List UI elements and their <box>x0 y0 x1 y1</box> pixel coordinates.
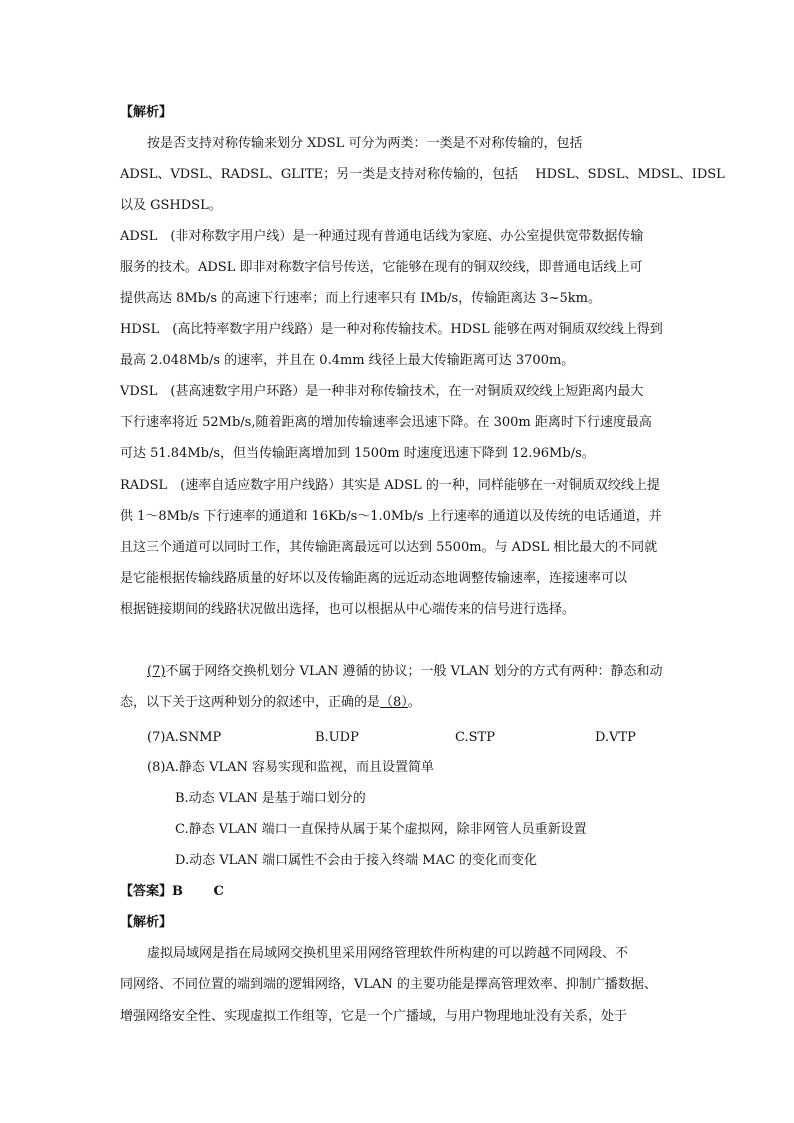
q7-option-a: (7)A.SNMP <box>147 730 222 745</box>
q7-options <box>0 729 794 747</box>
analysis2-line: 同网络、不同位置的端到端的逻辑网络，VLAN 的主要功能是擇高管理效率、抑制广播数据、 <box>120 977 657 992</box>
question-line-2 <box>120 694 421 712</box>
q7-option-c: C.STP <box>455 730 495 745</box>
analysis-line: ADSL (非对称数字用户线）是一种通过现有普通电话线为家庭、办公室提供宽带数据传输 <box>120 229 644 244</box>
analysis-line: 下行速率将近 52Mb/s,随着距离的增加传输速率会迅速下降。在 300m 距离时下行速度最高 <box>120 415 652 430</box>
q7-option-b: B.UDP <box>315 730 359 745</box>
answer-heading: 【答案】 <box>120 884 173 899</box>
analysis-line: 按是否支持对称传输来划分 XDSL 可分为两类：一类是不对称传输的，包括 <box>147 136 583 151</box>
analysis-heading-2: 【解析】 <box>120 915 173 930</box>
analysis-line: HDSL (高比特率数字用户线路）是一种对称传输技术。HDSL 能够在两对铜质双绞线上得到 <box>120 322 663 337</box>
question-text-2-end: 。 <box>407 695 421 710</box>
q8-option-d: D.动态 VLAN 端口属性不会由于接入终端 MAC 的变化而变化 <box>175 853 538 868</box>
blank-7: (7) <box>147 664 166 679</box>
analysis-line: ADSL、VDSL、RADSL、GLITE；另一类是支持对称传输的，包括 HDSL、SDSL、MDSL、IDSL <box>120 167 725 182</box>
blank-8: （8） <box>380 695 408 710</box>
answer-line <box>120 883 224 901</box>
q7-option-d: D.VTP <box>595 730 636 745</box>
q8-option-a: (8)A.静态 VLAN 容易实现和监视，而且设置简单 <box>147 760 434 775</box>
q8-option-c: C.静态 VLAN 端口一直保持从属于某个虚拟网，除非网管人员重新设置 <box>175 822 587 837</box>
analysis-line: 服务的技术。ADSL 即非对称数字信号传送，它能够在现有的铜双绞线，即普通电话线上可 <box>120 260 643 275</box>
analysis2-line: 增强网络安全性、实现虚拟工作组等，它是一个广播域，与用户物理地址没有关系，处于 <box>120 1009 628 1024</box>
analysis-line: VDSL (甚高速数字用户环路）是一种非对称传输技术，在一对铜质双绞线上短距离内最大 <box>120 384 644 399</box>
analysis-line: 根据链接期间的线路状况做出选择，也可以根据从中心端传来的信号进行选择。 <box>120 602 576 617</box>
analysis-heading-1: 【解析】 <box>120 105 173 120</box>
analysis2-line: 虚拟局域网是指在局域网交换机里采用网络管理软件所构建的可以跨越不同网段、不 <box>147 946 629 961</box>
analysis-line: RADSL (速率自适应数字用户线路）其实是 ADSL 的一种，同样能够在一对铜质双绞线上提 <box>120 478 660 493</box>
analysis-line: 且这三个通道可以同时工作，其传输距离最远可以达到 5500m。与 ADSL 相比最大的不同就 <box>120 540 658 555</box>
answer-values: B C <box>172 884 224 899</box>
question-line-1 <box>147 663 663 681</box>
analysis-line: 以及 GSHDSL。 <box>120 198 222 213</box>
question-text-2: 态，以下关于这两种划分的叙述中，正确的是 <box>120 695 381 710</box>
q8-option-b: B.动态 VLAN 是基于端口划分的 <box>175 791 366 806</box>
analysis-line: 是它能根据传输线路质量的好坏以及传输距离的远近动态地调整传输速率，连接速率可以 <box>120 571 628 586</box>
analysis-line: 提供高达 8Mb/s 的高速下行速率；而上行速率只有 IMb/s，传输距离达 3~5km。 <box>120 291 601 306</box>
question-text-1: 不属于网络交换机划分 VLAN 遵循的协议；一般 VLAN 划分的方式有两种：静态和动 <box>165 664 663 679</box>
analysis-line: 供 1～8Mb/s 下行速率的通道和 16Kb/s～1.0Mb/s 上行速率的通道以及传统的电话通道，并 <box>120 509 662 524</box>
analysis-line: 可达 51.84Mb/s，但当传输距离增加到 1500m 时速度迅速下降到 12.96Mb/s。 <box>120 446 595 461</box>
analysis-line: 最高 2.048Mb/s 的速率，并且在 0.4mm 线径上最大传输距离可达 3700m。 <box>120 353 575 368</box>
